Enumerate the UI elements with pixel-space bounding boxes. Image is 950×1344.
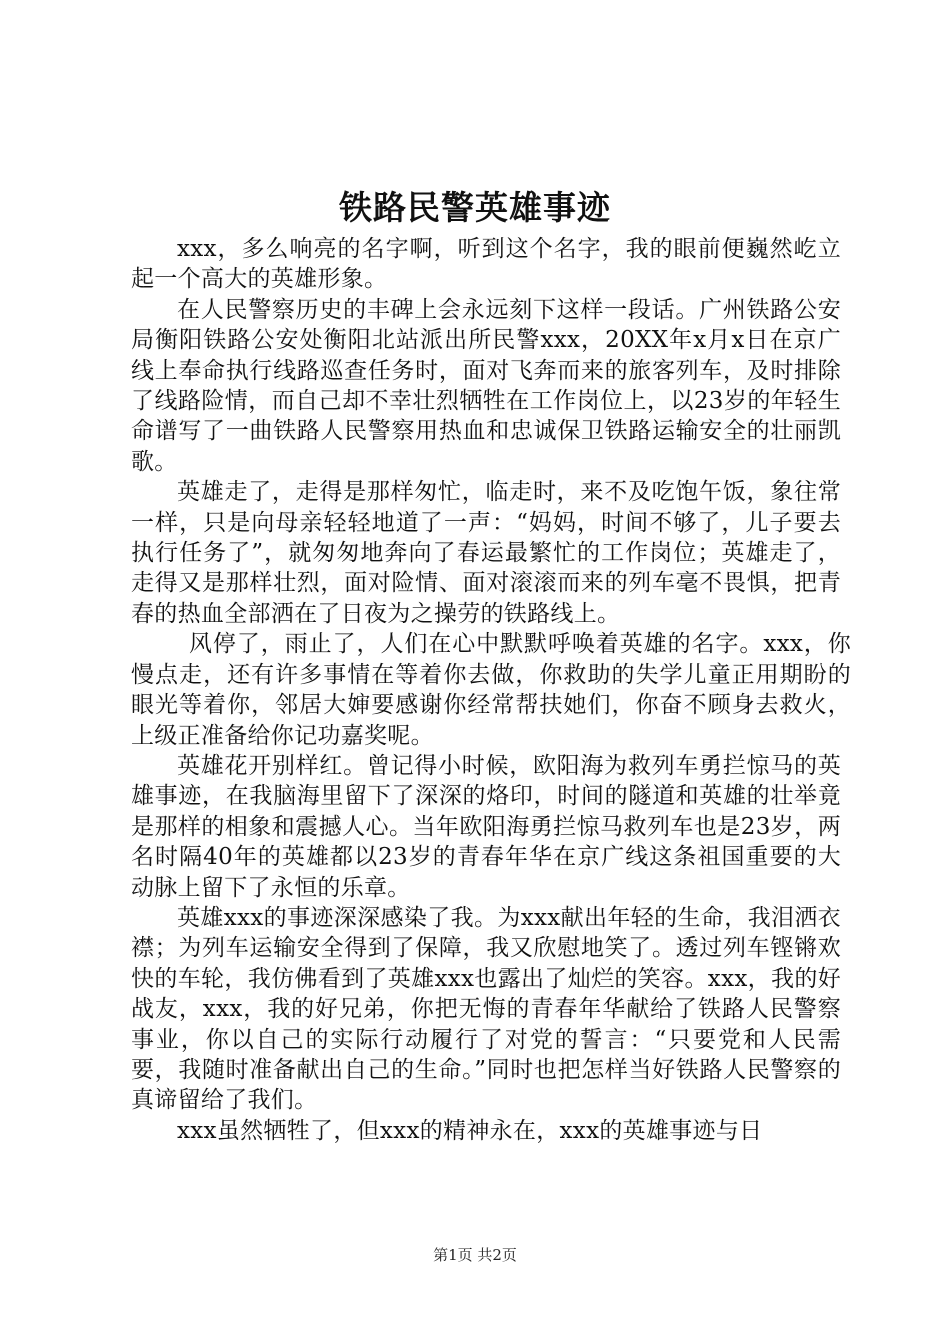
page-footer: 第1页 共2页 — [433, 1246, 517, 1264]
paragraph: 英雄走了，走得是那样匆忙，临走时，来不及吃饱午饭，象往常一样，只是向母亲轻轻地道了一声：“妈妈，时间不够了，儿子要去执行任务了”，就匆匆地奔向了春运最繁忙的工作岗位；英雄走了，走得又是那样壮烈，面对险情、面对滚滚而来的列车毫不畏惧，把青春的热血全部洒在了日夜为之操劳的铁路线上。 — [131, 479, 841, 627]
paragraph: xxx虽然牺牲了，但xxx的精神永在，xxx的英雄事迹与日 — [177, 1117, 763, 1144]
paragraph: 英雄xxx的事迹深深感染了我。为xxx献出年轻的生命，我泪洒衣襟；为列车运输安全得到了保障，我又欣慰地笑了。透过列车铿锵欢快的车轮，我仿佛看到了英雄xxx也露出了灿烂的笑容。xxx，我的好战友，xxx，我的好兄弟，你把无悔的青春年华献给了铁路人民警察事业，你以自己的实际行动履行了对党的誓言：“只要党和人民需要，我随时准备献出自己的生命。”同时也把怎样当好铁路人民警察的真谛留给了我们。 — [131, 904, 841, 1114]
paragraph: 在人民警察历史的丰碑上会永远刻下这样一段话。广州铁路公安局衡阳铁路公安处衡阳北站派出所民警xxx，20XX年x月x日在京广线上奉命执行线路巡查任务时，面对飞奔而来的旅客列车，及时排除了线路险情，而自己却不幸壮烈牺牲在工作岗位上，以23岁的年轻生命谱写了一曲铁路人民警察用热血和忠诚保卫铁路运输安全的壮丽凯歌。 — [131, 296, 841, 475]
page-title: 铁路民警英雄事迹 — [339, 188, 611, 227]
document-body — [131, 234, 851, 1146]
paragraph: 风停了，雨止了，人们在心中默默呼唤着英雄的名字。xxx，你慢点走，还有许多事情在等着你去做，你救助的失学儿童正用期盼的眼光等着你，邻居大婶要感谢你经常帮扶她们，你奋不顾身去救火，上级正准备给你记功嘉奖呢。 — [131, 631, 851, 749]
paragraph: 英雄花开别样红。曾记得小时候，欧阳海为救列车勇拦惊马的英雄事迹，在我脑海里留下了深深的烙印，时间的隧道和英雄的壮举竟是那样的相象和震撼人心。当年欧阳海勇拦惊马救列车也是23岁，两名时隔40年的英雄都以23岁的青春年华在京广线这条祖国重要的大动脉上留下了永恒的乐章。 — [131, 752, 841, 901]
paragraph: xxx，多么响亮的名字啊，听到这个名字，我的眼前便巍然屹立起一个高大的英雄形象。 — [131, 236, 841, 293]
